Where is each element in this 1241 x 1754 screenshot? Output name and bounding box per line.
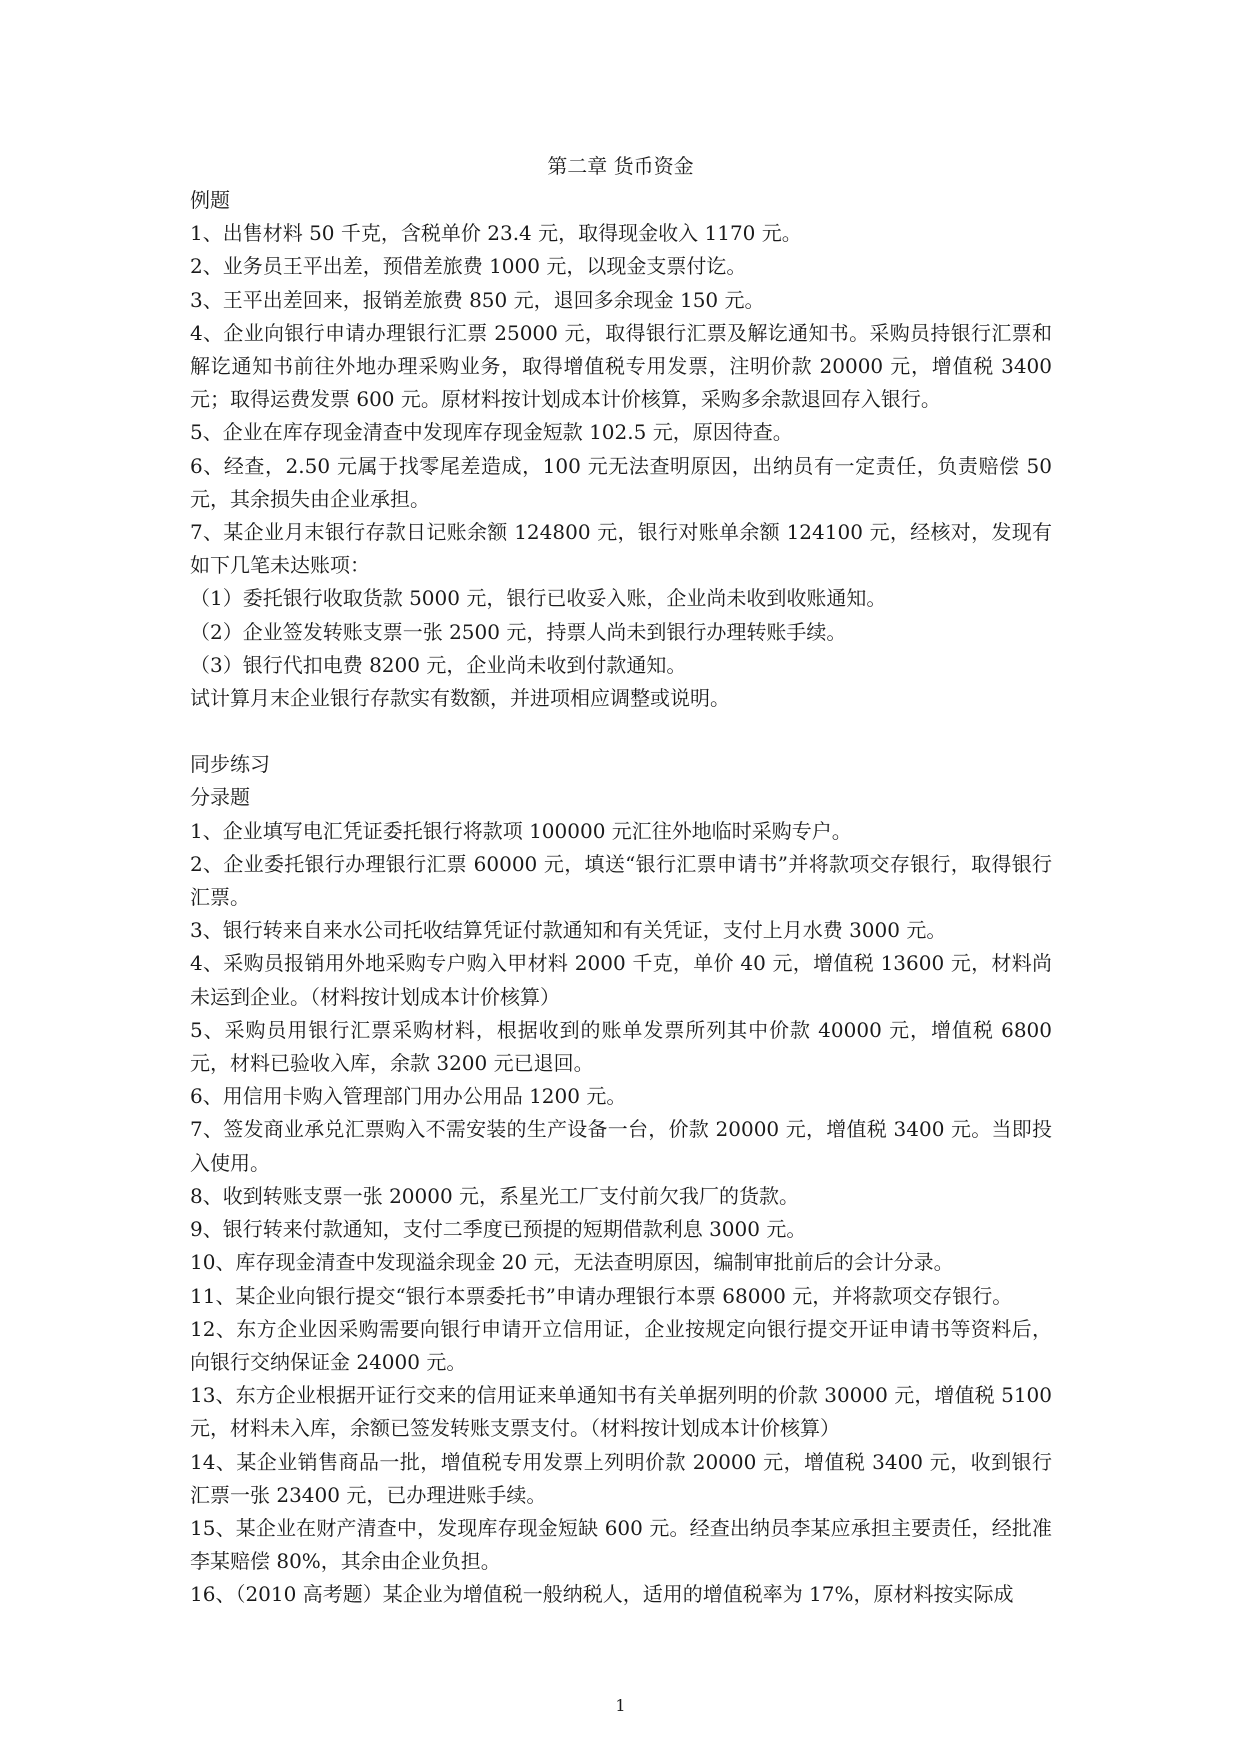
- practice-item: 2、企业委托银行办理银行汇票 60000 元，填送“银行汇票申请书”并将款项交存银行，取得银行汇票。: [190, 851, 1052, 910]
- page-number: 1: [615, 1696, 626, 1715]
- practice-item: 15、某企业在财产清查中，发现库存现金短缺 600 元。经查出纳员李某应承担主要责任，经批准李某赔偿 80%，其余由企业负担。: [190, 1515, 1052, 1574]
- example-item: 3、王平出差回来，报销差旅费 850 元，退回多余现金 150 元。: [190, 287, 765, 312]
- example-subitem: （1）委托银行收取货款 5000 元，银行已收妥入账，企业尚未收到收账通知。: [190, 586, 887, 611]
- practice-item: 3、银行转来自来水公司托收结算凭证付款通知和有关凭证，支付上月水费 3000 元。: [190, 918, 947, 943]
- practice-subheading: 分录题: [190, 785, 250, 810]
- practice-item: 5、采购员用银行汇票采购材料，根据收到的账单发票所列其中价款 40000 元，增值税 6800 元，材料已验收入库，余款 3200 元已退回。: [190, 1017, 1052, 1076]
- document-body: [190, 184, 1052, 1612]
- practice-item: 6、用信用卡购入管理部门用办公用品 1200 元。: [190, 1084, 627, 1109]
- example-item: 4、企业向银行申请办理银行汇票 25000 元，取得银行汇票及解讫通知书。采购员持银行汇票和解讫通知书前往外地办理采购业务，取得增值税专用发票，注明价款 20000 元，增值税 3400 元；取得运费发票 600 元。原材料按计划成本计价核算，采购多余款退回存入银行。: [190, 320, 1052, 412]
- example-item: 2、业务员王平出差，预借差旅费 1000 元，以现金支票付讫。: [190, 254, 747, 279]
- section-gap: [190, 715, 1052, 748]
- example-item: 7、某企业月末银行存款日记账余额 124800 元，银行对账单余额 124100 元，经核对，发现有如下几笔未达账项：: [190, 520, 1052, 578]
- practice-item: 13、东方企业根据开证行交来的信用证来单通知书有关单据列明的价款 30000 元，增值税 5100 元，材料未入库，余额已签发转账支票支付。（材料按计划成本计价核算）: [190, 1383, 1052, 1441]
- practice-item: 1、企业填写电汇凭证委托银行将款项 100000 元汇往外地临时采购专户。: [190, 818, 852, 843]
- practice-heading: 同步练习: [190, 752, 270, 777]
- example-question: 试计算月末企业银行存款实有数额，并进项相应调整或说明。: [190, 686, 730, 711]
- example-item: 6、经查，2.50 元属于找零尾差造成，100 元无法查明原因，出纳员有一定责任，负责赔偿 50 元，其余损失由企业承担。: [190, 453, 1052, 511]
- practice-item: 4、采购员报销用外地采购专户购入甲材料 2000 千克，单价 40 元，增值税 13600 元，材料尚未运到企业。（材料按计划成本计价核算）: [190, 951, 1052, 1009]
- chapter-title: 第二章 货币资金: [547, 154, 694, 178]
- example-item: 5、企业在库存现金清查中发现库存现金短款 102.5 元，原因待查。: [190, 420, 793, 445]
- example-item: 1、出售材料 50 千克，含税单价 23.4 元，取得现金收入 1170 元。: [190, 221, 802, 246]
- practice-item: 10、库存现金清查中发现溢余现金 20 元，无法查明原因，编制审批前后的会计分录。: [190, 1250, 954, 1275]
- practice-item: 9、银行转来付款通知，支付二季度已预提的短期借款利息 3000 元。: [190, 1217, 807, 1242]
- practice-item: 8、收到转账支票一张 20000 元，系星光工厂支付前欠我厂的货款。: [190, 1183, 800, 1208]
- practice-item: 16、（2010 高考题）某企业为增值税一般纳税人，适用的增值税率为 17%，原材料按实际成: [190, 1582, 1014, 1607]
- practice-item: 11、某企业向银行提交“银行本票委托书”申请办理银行本票 68000 元，并将款项交存银行。: [190, 1283, 1013, 1308]
- practice-item: 7、签发商业承兑汇票购入不需安装的生产设备一台，价款 20000 元，增值税 3400 元。当即投入使用。: [190, 1117, 1052, 1175]
- practice-item: 12、东方企业因采购需要向银行申请开立信用证，企业按规定向银行提交开证申请书等资料后，向银行交纳保证金 24000 元。: [190, 1316, 1052, 1374]
- examples-heading: 例题: [190, 188, 230, 212]
- example-subitem: （3）银行代扣电费 8200 元，企业尚未收到付款通知。: [190, 652, 687, 677]
- example-subitem: （2）企业签发转账支票一张 2500 元，持票人尚未到银行办理转账手续。: [190, 619, 847, 644]
- practice-item: 14、某企业销售商品一批，增值税专用发票上列明价款 20000 元，增值税 3400 元，收到银行汇票一张 23400 元，已办理进账手续。: [190, 1449, 1052, 1507]
